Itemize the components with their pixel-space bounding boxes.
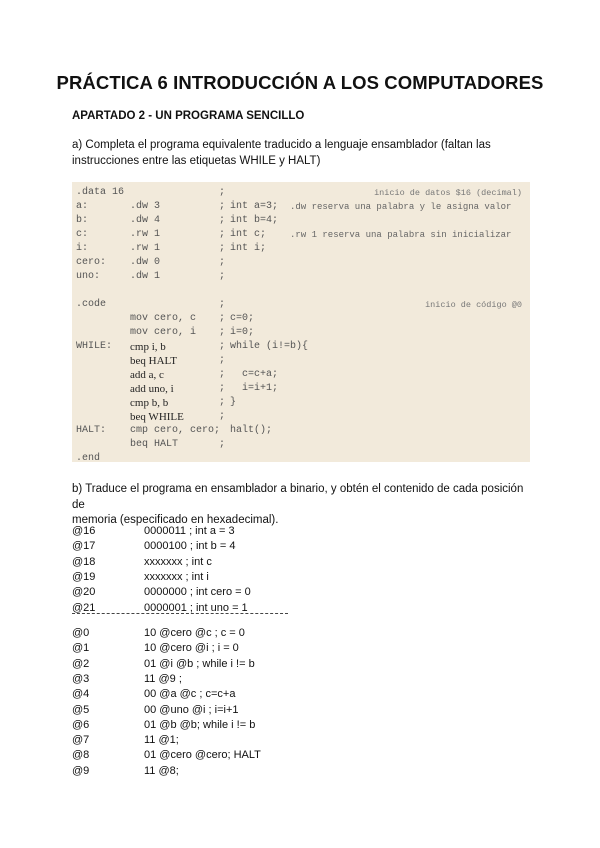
part-b-line-2: memoria (especificado en hexadecimal). (72, 514, 279, 526)
code-semicolon: ; (219, 313, 226, 324)
code-line (72, 312, 530, 326)
memory-value: 11 @9 ; (144, 672, 182, 685)
code-semicolon: ; (219, 369, 226, 380)
code-label: c: (76, 229, 89, 240)
code-c-equivalent: } (230, 397, 237, 408)
code-line (72, 452, 530, 466)
assembly-code-block (72, 182, 530, 462)
code-c-equivalent: int a=3; (230, 201, 279, 212)
code-semicolon: ; (219, 411, 226, 422)
code-instruction: .dw 1 (130, 271, 161, 282)
memory-value: 0000000 ; int cero = 0 (144, 586, 251, 599)
code-instruction: beq HALT (130, 439, 179, 450)
memory-address: @19 (72, 570, 96, 583)
memory-address: @0 (72, 627, 90, 639)
code-c-equivalent: while (i!=b){ (230, 341, 309, 352)
code-semicolon: ; (219, 215, 226, 226)
memory-separator (72, 613, 288, 614)
memory-address: @1 (72, 642, 90, 655)
code-comment: .dw reserva una palabra y le asigna valor (290, 202, 512, 212)
code-instruction: .dw 0 (130, 257, 161, 268)
code-semicolon: ; (219, 187, 226, 198)
code-semicolon: ; (219, 397, 226, 408)
code-line (72, 396, 530, 410)
code-instruction: .dw 4 (130, 215, 161, 226)
code-semicolon: ; (219, 201, 226, 212)
memory-address: @16 (72, 525, 96, 537)
code-semicolon: ; (219, 341, 226, 352)
memory-value: 00 @a @c ; c=c+a (144, 688, 236, 701)
memory-row (72, 555, 532, 570)
memory-value: xxxxxxx ; int i (144, 570, 209, 583)
memory-address: @6 (72, 718, 90, 731)
code-c-equivalent: i=i+1; (230, 383, 279, 394)
code-c-equivalent: int b=4; (230, 215, 279, 226)
memory-row (72, 641, 532, 656)
memory-address: @3 (72, 672, 90, 685)
code-handwritten-instruction: beq HALT (130, 355, 177, 367)
code-c-equivalent: c=0; (230, 313, 255, 324)
memory-value: 00 @uno @i ; i=i+1 (144, 703, 239, 716)
code-line (72, 284, 530, 298)
code-line (72, 438, 530, 452)
code-semicolon: ; (219, 383, 226, 394)
memory-address: @7 (72, 734, 90, 747)
code-label: b: (76, 215, 89, 226)
memory-row (72, 524, 532, 539)
memory-address: @18 (72, 555, 96, 568)
memory-row (72, 718, 532, 733)
code-line (72, 382, 530, 396)
code-c-equivalent: int i; (230, 243, 267, 254)
memory-value: 01 @i @b ; while i != b (144, 657, 255, 670)
memory-address: @9 (72, 764, 90, 777)
code-label: cero: (76, 257, 107, 268)
code-label: .code (76, 299, 107, 310)
code-line (72, 270, 530, 284)
memory-row (72, 764, 532, 779)
memory-row (72, 748, 532, 763)
memory-row (72, 733, 532, 748)
memory-row (72, 687, 532, 702)
code-line (72, 410, 530, 424)
code-semicolon: ; (219, 243, 226, 254)
page-title: PRÁCTICA 6 INTRODUCCIÓN A LOS COMPUTADORES (56, 72, 544, 93)
code-handwritten-instruction: cmp b, b (130, 397, 169, 409)
memory-value: 10 @cero @c ; c = 0 (144, 627, 245, 639)
code-semicolon: ; (219, 271, 226, 282)
code-section-note: inicio de código @0 (425, 300, 522, 310)
code-instruction: mov cero, c (130, 313, 197, 324)
memory-value: 01 @b @b; while i != b (144, 718, 256, 731)
memory-row (72, 657, 532, 672)
code-line (72, 200, 530, 214)
code-c-equivalent: i=0; (230, 327, 255, 338)
memory-address: @20 (72, 586, 96, 599)
code-label: .end (76, 453, 101, 464)
code-line (72, 186, 530, 200)
memory-address: @5 (72, 703, 90, 716)
code-semicolon: ; (219, 439, 226, 450)
code-label: i: (76, 243, 89, 254)
code-c-equivalent: int c; (230, 229, 267, 240)
memory-value: 0000011 ; int a = 3 (144, 525, 235, 537)
memory-value: 0000001 ; int uno = 1 (144, 601, 248, 614)
code-instruction: .rw 1 (130, 229, 161, 240)
code-handwritten-instruction: add uno, i (130, 383, 174, 395)
part-a-instructions (72, 138, 532, 169)
code-label: a: (76, 201, 89, 212)
code-line (72, 354, 530, 368)
code-semicolon: ; (219, 229, 226, 240)
code-line (72, 340, 530, 354)
memory-row (72, 585, 532, 600)
code-handwritten-instruction: add a, c (130, 369, 164, 381)
memory-value: 11 @8; (144, 764, 179, 777)
code-line (72, 298, 530, 312)
code-label: uno: (76, 271, 101, 282)
code-c-equivalent: halt(); (230, 425, 273, 436)
code-section-note: inicio de datos $16 (decimal) (374, 188, 522, 198)
memory-address: @2 (72, 657, 90, 670)
code-semicolon: ; (219, 355, 226, 366)
memory-value: 11 @1; (144, 734, 179, 747)
code-line (72, 368, 530, 382)
memory-row (72, 672, 532, 687)
code-handwritten-instruction: cmp i, b (130, 341, 166, 353)
code-handwritten-instruction: beq WHILE (130, 411, 184, 423)
memory-row (72, 570, 532, 585)
code-instruction: cmp cero, cero; (130, 425, 221, 436)
memory-row (72, 626, 532, 641)
memory-address: @8 (72, 749, 90, 762)
code-line (72, 326, 530, 340)
code-line (72, 214, 530, 228)
code-line (72, 256, 530, 270)
memory-row (72, 703, 532, 718)
part-a-line-2: instrucciones entre las etiquetas WHILE y HALT) (72, 154, 321, 167)
code-instruction: .rw 1 (130, 243, 161, 254)
memory-address: @4 (72, 688, 90, 701)
code-instruction: .dw 3 (130, 201, 161, 212)
part-b-instructions (72, 482, 532, 529)
part-b-line-1: b) Traduce el programa en ensamblador a binario, y obtén el contenido de cada posición de (72, 483, 524, 511)
code-line (72, 228, 530, 242)
memory-value: xxxxxxx ; int c (144, 555, 212, 568)
code-comment: .rw 1 reserva una palabra sin inicializar (290, 230, 512, 240)
code-label: .data 16 (76, 187, 125, 198)
memory-address: @17 (72, 540, 96, 553)
memory-value: 0000100 ; int b = 4 (144, 540, 236, 553)
code-line (72, 424, 530, 438)
memory-address: @21 (72, 601, 96, 614)
code-instruction: mov cero, i (130, 327, 197, 338)
code-label: WHILE: (76, 341, 113, 352)
code-semicolon: ; (219, 257, 226, 268)
section-subtitle: APARTADO 2 - UN PROGRAMA SENCILLO (72, 110, 305, 122)
code-semicolon: ; (219, 327, 226, 338)
code-line (72, 242, 530, 256)
memory-row (72, 539, 532, 554)
memory-value: 01 @cero @cero; HALT (144, 749, 261, 762)
code-c-equivalent: c=c+a; (230, 369, 279, 380)
part-a-line-1: a) Completa el programa equivalente traducido a lenguaje ensamblador (faltan las (72, 139, 491, 151)
memory-value: 10 @cero @i ; i = 0 (144, 642, 239, 655)
code-label: HALT: (76, 425, 107, 436)
code-semicolon: ; (219, 299, 226, 310)
